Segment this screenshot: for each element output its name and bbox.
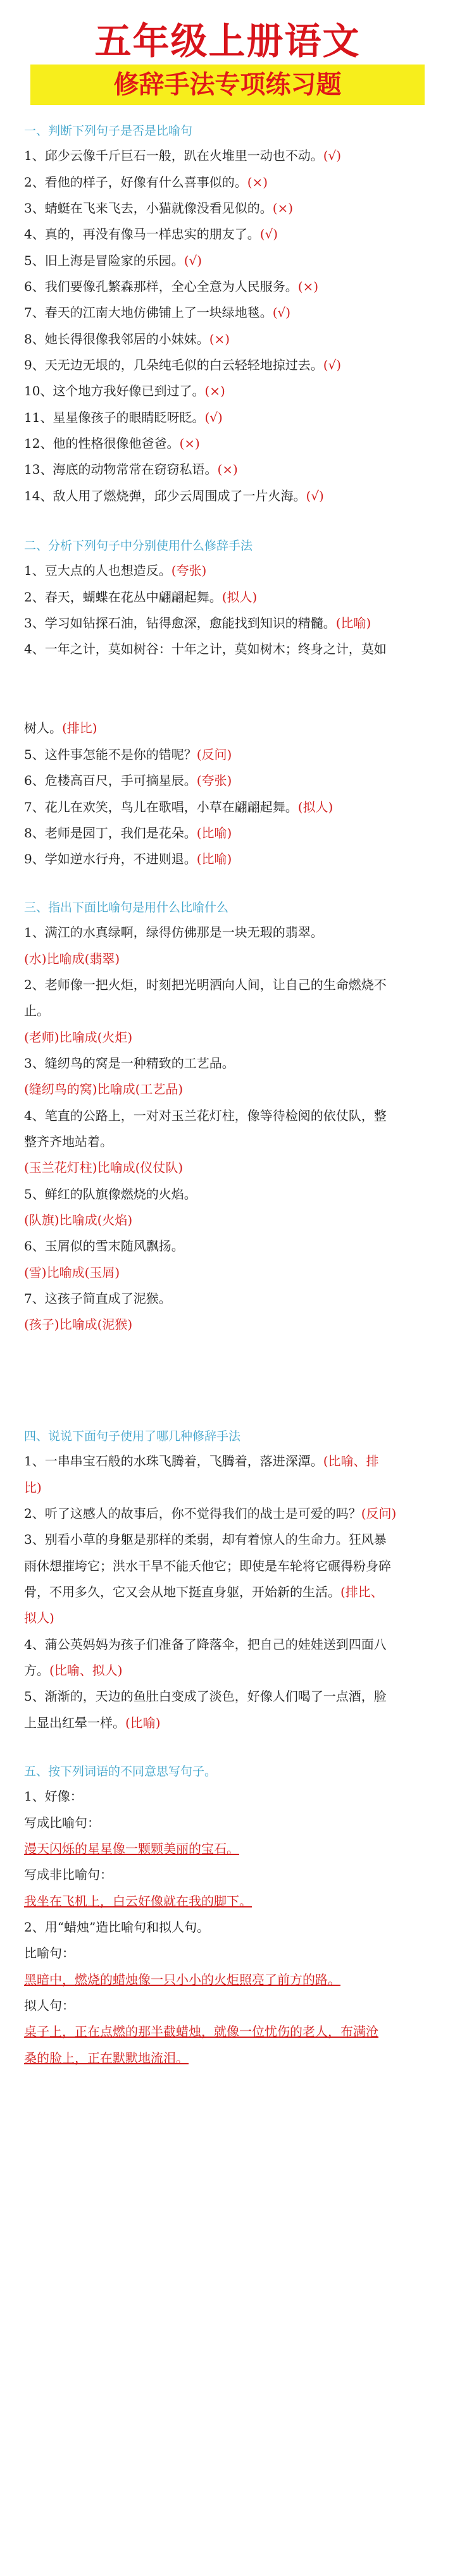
- section-1-heading: 一、判断下列句子是否是比喻句: [24, 124, 193, 138]
- list-item: 树人。(排比): [24, 720, 97, 736]
- answer-text: 拟人): [24, 1610, 54, 1625]
- answer-text: 黑暗中，燃烧的蜡烛像一只小小的火炬照亮了前方的路。: [24, 1972, 340, 1987]
- list-item: 上显出红晕一样。(比喻): [24, 1715, 161, 1730]
- page-title: 五年级上册语文: [94, 20, 361, 63]
- answer-text: 桑的脸上，正在默默地流泪。: [24, 2050, 189, 2066]
- list-item: 3、蜻蜓在飞来飞去，小猫就像没看见似的。(×): [24, 200, 294, 216]
- list-item: 拟人句：: [24, 1998, 75, 2013]
- list-item: 3、别看小草的身躯是那样的柔弱，却有着惊人的生命力。狂风暴: [24, 1532, 387, 1547]
- answer-text: (缝纫鸟的窝)比喻成(工艺品): [24, 1082, 184, 1097]
- list-item: 写成比喻句：: [24, 1815, 100, 1830]
- answer-text: (队旗)比喻成(火焰): [24, 1212, 133, 1228]
- list-item: 6、玉屑似的雪末随风飘扬。: [24, 1238, 184, 1254]
- section-2-heading: 二、分析下列句子中分别使用什么修辞手法: [24, 539, 253, 553]
- list-item: 6、危楼高百尺，手可摘星辰。(夸张): [24, 773, 232, 788]
- list-item: 比喻句：: [24, 1945, 75, 1961]
- subtitle-banner: 修辞手法专项练习题: [30, 65, 425, 105]
- list-item: 7、春天的江南大地仿佛铺上了一块绿地毯。(√): [24, 305, 291, 320]
- list-item: 8、老师是园丁，我们是花朵。(比喻): [24, 825, 232, 841]
- list-item: 1、满江的水真绿啊，绿得仿佛那是一块无瑕的翡翠。: [24, 925, 323, 940]
- list-item: 6、我们要像孔繁森那样，全心全意为人民服务。(×): [24, 279, 319, 294]
- section-5-heading: 五、按下列词语的不同意思写句子。: [24, 1765, 217, 1778]
- list-item: 14、敌人用了燃烧弹，邱少云周围成了一片火海。(√): [24, 488, 324, 503]
- list-item: 止。: [24, 1003, 49, 1018]
- list-item: 12、他的性格很像他爸爸。(×): [24, 436, 200, 451]
- answer-text: (玉兰花灯柱)比喻成(仪仗队): [24, 1160, 184, 1175]
- list-item: 1、邱少云像千斤巨石一般，趴在火堆里一动也不动。(√): [24, 148, 342, 163]
- answer-text: (雪)比喻成(玉屑): [24, 1265, 120, 1280]
- list-item: 5、鲜红的队旗像燃烧的火焰。: [24, 1186, 197, 1202]
- answer-text: 桌子上，正在点燃的那半截蜡烛，就像一位忧伤的老人，布满沧: [24, 2024, 378, 2039]
- list-item: 4、蒲公英妈妈为孩子们准备了降落伞，把自己的娃娃送到四面八: [24, 1637, 387, 1652]
- list-item: 3、学习如钻探石油，钻得愈深，愈能找到知识的精髓。(比喻): [24, 615, 371, 631]
- list-item: 5、这件事怎能不是你的错呢？(反问): [24, 747, 232, 762]
- answer-text: 漫天闪烁的星星像一颗颗美丽的宝石。: [24, 1841, 239, 1856]
- answer-text: 比): [24, 1480, 42, 1495]
- list-item: 11、星星像孩子的眼睛眨呀眨。(√): [24, 410, 223, 425]
- list-item: 2、看他的样子，好像有什么喜事似的。(×): [24, 175, 268, 190]
- list-item: 4、真的，再没有像马一样忠实的朋友了。(√): [24, 226, 278, 242]
- list-item: 雨休想摧垮它；洪水干旱不能夭他它；即使是车轮将它碾得粉身碎: [24, 1558, 391, 1574]
- list-item: 2、听了这感人的故事后，你不觉得我们的战士是可爱的吗？(反问): [24, 1506, 397, 1521]
- list-item: 骨，不用多久，它又会从地下挺直身躯，开始新的生活。(排比、: [24, 1584, 383, 1599]
- list-item: 5、旧上海是冒险家的乐园。(√): [24, 253, 203, 268]
- answer-text: (孩子)比喻成(泥猴): [24, 1317, 133, 1332]
- list-item: 2、老师像一把火炬，时刻把光明洒向人间，让自己的生命燃烧不: [24, 977, 387, 992]
- answer-text: (老师)比喻成(火炬): [24, 1030, 133, 1045]
- list-item: 1、好像：: [24, 1789, 83, 1804]
- answer-text: (水)比喻成(翡翠): [24, 951, 120, 966]
- list-item: 4、一年之计，莫如树谷：十年之计，莫如树木；终身之计，莫如: [24, 641, 387, 656]
- list-item: 1、豆大点的人也想造反。(夸张): [24, 563, 207, 578]
- list-item: 写成非比喻句：: [24, 1867, 113, 1882]
- list-item: 5、渐渐的，天边的鱼肚白变成了淡色，好像人们喝了一点酒，脸: [24, 1689, 387, 1704]
- list-item: 方。(比喻、拟人): [24, 1663, 123, 1678]
- answer-text: 我坐在飞机上，白云好像就在我的脚下。: [24, 1894, 252, 1909]
- list-item: 9、学如逆水行舟，不进则退。(比喻): [24, 851, 232, 866]
- list-item: 9、天无边无垠的，几朵纯毛似的白云轻轻地掠过去。(√): [24, 357, 342, 373]
- section-3-heading: 三、指出下面比喻句是用什么比喻什么: [24, 901, 229, 915]
- list-item: 3、缝纫鸟的窝是一种精致的工艺品。: [24, 1056, 235, 1071]
- list-item: 7、这孩子简直成了泥猴。: [24, 1291, 171, 1306]
- section-4-heading: 四、说说下面句子使用了哪几种修辞手法: [24, 1429, 241, 1443]
- list-item: 2、春天，蝴蝶在花丛中翩翩起舞。(拟人): [24, 589, 258, 605]
- list-item: 13、海底的动物常常在窃窃私语。(×): [24, 462, 238, 477]
- list-item: 2、用“蜡烛”造比喻句和拟人句。: [24, 1920, 210, 1935]
- list-item: 10、这个地方我好像已到过了。(×): [24, 383, 225, 398]
- list-item: 8、她长得很像我邻居的小妹妹。(×): [24, 331, 230, 347]
- list-item: 1、一串串宝石般的水珠飞腾着，飞腾着，落进深潭。(比喻、排: [24, 1453, 379, 1469]
- list-item: 4、笔直的公路上，一对对玉兰花灯柱，像等待检阅的依仗队，整: [24, 1108, 387, 1123]
- list-item: 整齐齐地站着。: [24, 1134, 113, 1149]
- list-item: 7、花儿在欢笑，鸟儿在歌唱，小草在翩翩起舞。(拟人): [24, 799, 333, 815]
